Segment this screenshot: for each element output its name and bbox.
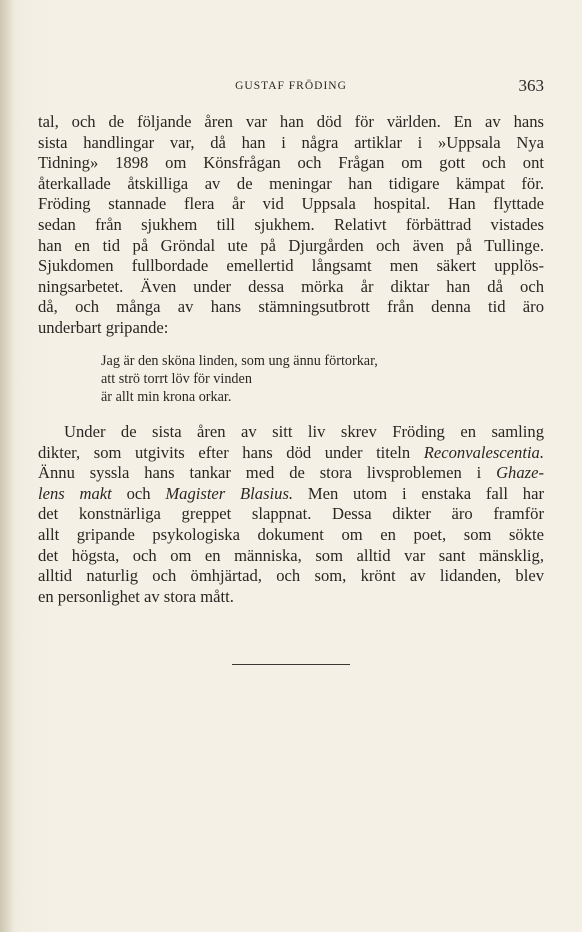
text-line: det högsta, och om en människa, som alltid var sant mänsklig, [38, 545, 544, 565]
text-line: återkallade åtskilliga av de meningar han tidigare kämpat för. [38, 173, 544, 193]
text-segment: och [111, 483, 166, 503]
gutter-shadow [0, 0, 14, 932]
text-line: underbart gripande: [38, 317, 169, 337]
text-segment: dikter, som utgivits efter hans död under titeln [38, 442, 424, 462]
work-title: lens makt [38, 483, 112, 503]
text-line: han en tid på Gröndal ute på Djurgården och även på Tullinge. [38, 235, 544, 255]
text-line: alltid naturlig och ömhjärtad, och som, krönt av lidanden, blev [38, 566, 544, 586]
text-line: sista handlingar var, då han i några artiklar i »Uppsala Nya [38, 132, 544, 152]
text-line: Fröding stannade flera år vid Uppsala hospital. Han flyttade [38, 194, 544, 214]
text-line [38, 463, 544, 484]
text-line: Tidning» 1898 om Könsfrågan och Frågan om gott och ont [38, 153, 544, 173]
text-line: sedan från sjukhem till sjukhem. Relativt förbättrad vistades [38, 214, 544, 234]
text-line: Under de sista åren av sitt liv skrev Fröding en samling [64, 422, 544, 441]
paragraph-2 [38, 422, 544, 607]
text-line: Sjukdomen fullbordade emellertid långsamt men säkert upplös- [38, 256, 544, 276]
work-title: Magister Blasius. [165, 483, 294, 503]
text-line: en personlighet av stora mått. [38, 586, 234, 606]
work-title: Reconvalescentia. [423, 442, 544, 462]
text-segment: Ännu syssla hans tankar med de stora livsproblemen i [38, 463, 497, 483]
text-line: allt gripande psykologiska dokument om en poet, som sökte [38, 524, 544, 544]
page-number: 363 [518, 76, 544, 95]
poem-line: Jag är den sköna linden, som ung ännu förtorkar, [101, 353, 378, 369]
running-head: GUSTAF FRÖDING [235, 80, 347, 92]
text-line: tal, och de följande åren var han död för världen. En av hans [38, 112, 544, 131]
poem-line: är allt min krona orkar. [101, 389, 232, 405]
paragraph-1 [38, 112, 544, 339]
poem-line: att strö torrt löv för vinden [101, 371, 252, 387]
text-segment: Men utom i enstaka fall har [293, 483, 544, 503]
text-line [38, 443, 544, 464]
text-line: ningsarbetet. Även under dessa mörka år diktar han då och [38, 276, 544, 296]
section-divider [232, 664, 350, 665]
text-line: då, och många av hans stämningsutbrott från denna tid äro [38, 297, 544, 317]
work-title: Ghaze- [496, 463, 544, 483]
text-line: det konstnärliga greppet slappnat. Dessa dikter äro framför [38, 504, 544, 524]
poem-quote [101, 352, 378, 406]
page-header [38, 78, 544, 98]
text-line [38, 484, 544, 505]
